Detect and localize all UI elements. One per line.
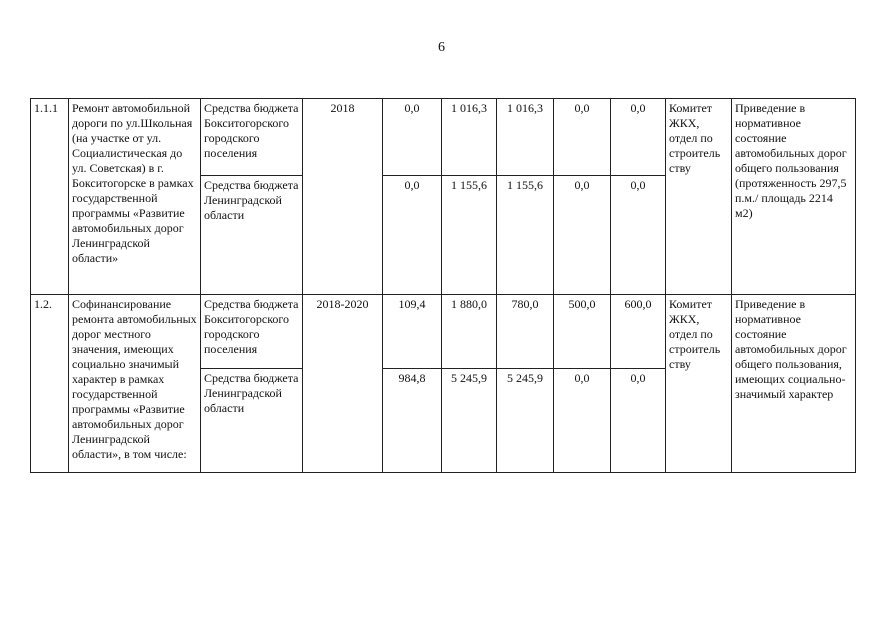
funding-source: Средства бюджета Бокситогорского городского поселения: [201, 99, 303, 176]
value-4: 0,0: [554, 369, 611, 473]
value-1: 984,8: [383, 369, 442, 473]
period: 2018-2020: [303, 295, 383, 473]
value-2: 5 245,9: [442, 369, 497, 473]
value-3: 5 245,9: [497, 369, 554, 473]
page-number: 6: [438, 40, 445, 55]
executor: Комитет ЖКХ, отдел по строитель ству: [666, 295, 732, 473]
expected-result: Приведение в нормативное состояние автомобильных дорог общего пользования, имеющих социально-значимый характер: [732, 295, 856, 473]
value-1: 0,0: [383, 99, 442, 176]
table-row: [31, 295, 856, 369]
measure-name: Ремонт автомобильной дороги по ул.Школьная (на участке от ул. Социалистическая до ул. Советская) в г. Бокситогорске в рамках государственной программы «Развитие автомобильных дорог Ленинградской области»: [69, 99, 201, 295]
value-1: 0,0: [383, 176, 442, 295]
value-3: 780,0: [497, 295, 554, 369]
funding-source: Средства бюджета Ленинградской области: [201, 176, 303, 295]
row-number: 1.1.1: [31, 99, 69, 295]
program-table: [30, 98, 856, 473]
executor: Комитет ЖКХ, отдел по строитель ству: [666, 99, 732, 295]
value-2: 1 880,0: [442, 295, 497, 369]
value-5: 0,0: [611, 99, 666, 176]
value-5: 0,0: [611, 369, 666, 473]
value-4: 0,0: [554, 176, 611, 295]
value-1: 109,4: [383, 295, 442, 369]
value-2: 1 155,6: [442, 176, 497, 295]
table-row: [31, 99, 856, 176]
value-2: 1 016,3: [442, 99, 497, 176]
row-number: 1.2.: [31, 295, 69, 473]
value-5: 600,0: [611, 295, 666, 369]
period: 2018: [303, 99, 383, 295]
value-3: 1 155,6: [497, 176, 554, 295]
funding-source: Средства бюджета Ленинградской области: [201, 369, 303, 473]
value-4: 500,0: [554, 295, 611, 369]
value-3: 1 016,3: [497, 99, 554, 176]
value-4: 0,0: [554, 99, 611, 176]
value-5: 0,0: [611, 176, 666, 295]
funding-source: Средства бюджета Бокситогорского городского поселения: [201, 295, 303, 369]
measure-name: Софинансирование ремонта автомобильных дорог местного значения, имеющих социально значимый характер в рамках государственной программы «Развитие автомобильных дорог Ленинградской области», в том числе:: [69, 295, 201, 473]
expected-result: Приведение в нормативное состояние автомобильных дорог общего пользования (протяженность 297,5 п.м./ площадь 2214 м2): [732, 99, 856, 295]
